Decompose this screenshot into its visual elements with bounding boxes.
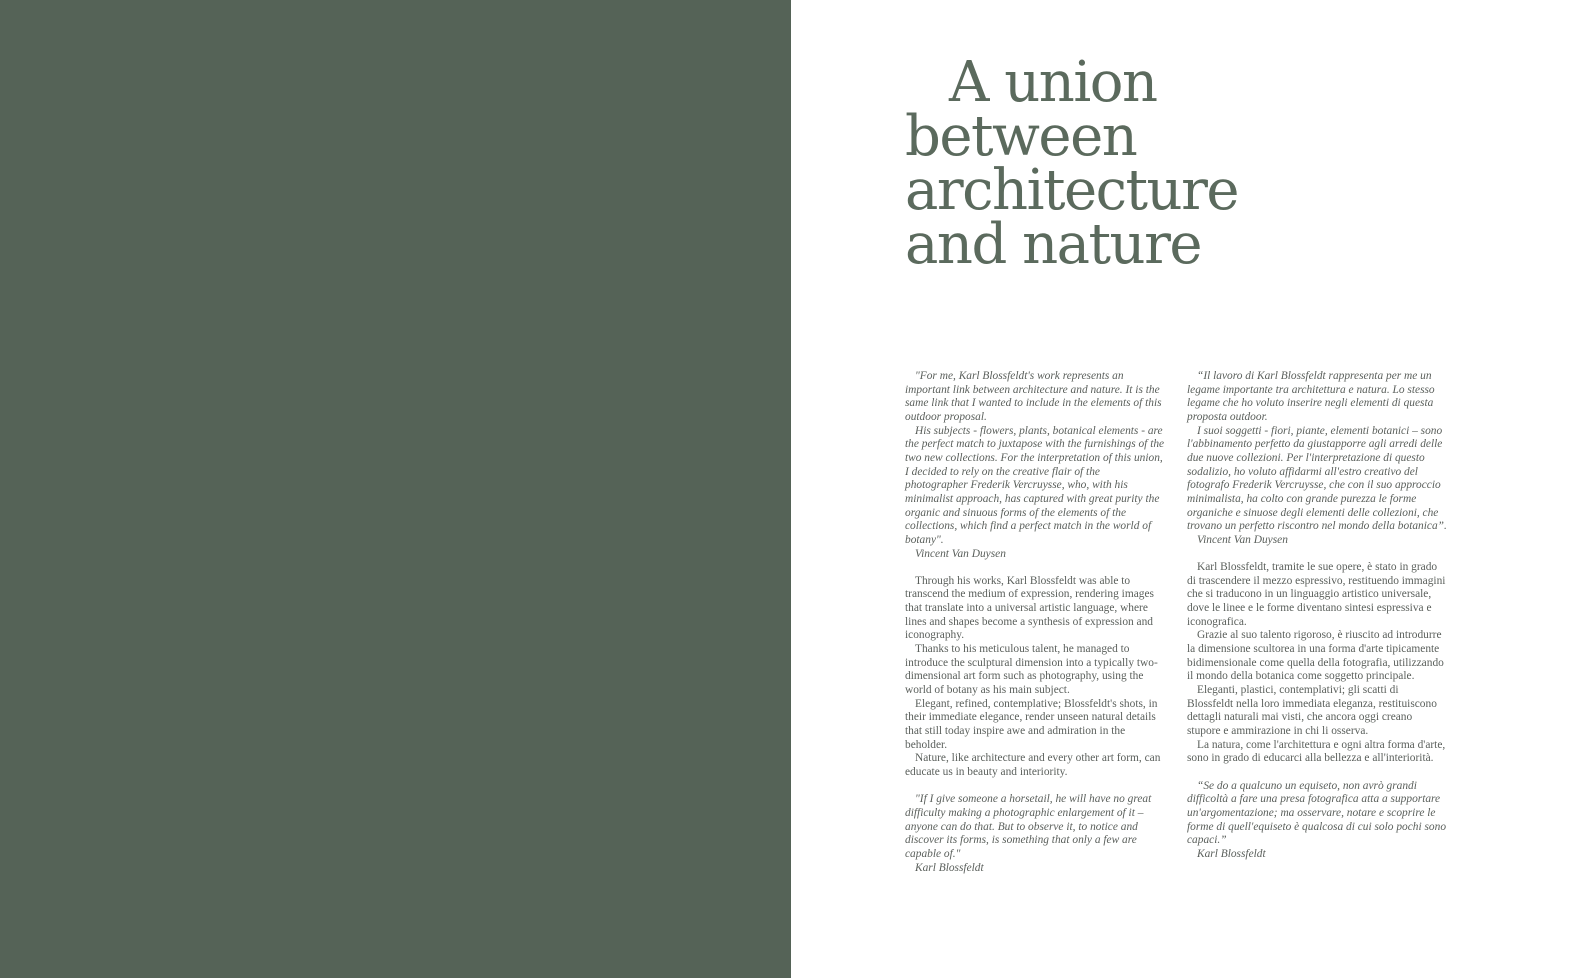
headline-line: architecture — [905, 158, 1238, 223]
paragraph-gap — [905, 561, 1165, 575]
headline-line: and nature — [905, 212, 1202, 277]
designer-quote-paragraph: I suoi soggetti - fiori, piante, elementi botanici – sono l'abbinamento perfetto da giustapporre agli arredi delle due nuove collezioni. Per l'interpretazione di questo sodalizio, ho voluto affidarmi all'estro creativo del fotografo Frederik Vercruysse, che con il suo approccio minimalista, ha colto con grande purezza le forme organiche e sinuose degli elementi delle collezioni, che trovano un perfetto riscontro nel mondo della botanica”. — [1187, 424, 1447, 533]
headline-line: between — [905, 104, 1137, 169]
blossfeldt-quote: “Se do a qualcuno un equiseto, non avrò grandi difficoltà a fare una presa fotografica atta a supportare un'argomentazione; ma osservare, notare e scoprire le forme di quell'equiseto è qualcosa di cui solo pochi sono capaci.” — [1187, 779, 1447, 847]
body-paragraph: Thanks to his meticulous talent, he managed to introduce the sculptural dimension into a typically two-dimensional art form such as photography, using the world of botany as his main subject. — [905, 643, 1158, 697]
body-paragraph: Nature, like architecture and every other art form, can educate us in beauty and interiority. — [905, 752, 1161, 779]
body-paragraph: Eleganti, plastici, contemplativi; gli scatti di Blossfeldt nella loro immediata eleganza, restituiscono dettagli naturali mai visti, che ancora oggi creano stupore e ammirazione in chi li osserva. — [1187, 684, 1437, 738]
headline — [905, 50, 1238, 277]
italian-column — [1187, 370, 1447, 862]
quote-attribution: Vincent Van Duysen — [1197, 533, 1288, 546]
quote-attribution: Karl Blossfeldt — [1197, 847, 1266, 860]
quote-attribution: Vincent Van Duysen — [915, 547, 1006, 560]
quote-attribution: Karl Blossfeldt — [915, 861, 984, 874]
designer-quote-paragraph: "For me, Karl Blossfeldt's work represents an important link between architecture and nature. It is the same link that I wanted to include in the elements of this outdoor proposal. — [905, 370, 1162, 423]
designer-quote-paragraph: His subjects - flowers, plants, botanical elements - are the perfect match to juxtapose with the furnishings of the two new collections. For the interpretation of this union, I decided to rely on the creative flair of the photographer Frederik Vercruysse, who, with his minimalist approach, has captured with great purity the organic and sinuous forms of the elements of the collections, which find a perfect match in the world of botany". — [905, 424, 1165, 546]
body-paragraph: Karl Blossfeldt, tramite le sue opere, è stato in grado di trascendere il mezzo espressivo, restituendo immagini che si traducono in un linguaggio artistico universale, dove le linee e le forme diventano sintesi espressiva e iconografica. — [1187, 561, 1446, 628]
paragraph-gap — [1187, 548, 1447, 562]
body-paragraph: La natura, come l'architettura e ogni altra forma d'arte, sono in grado di educarci alla bellezza e all'interiorità. — [1187, 738, 1446, 765]
english-column — [905, 370, 1165, 875]
paragraph-gap — [1187, 766, 1447, 780]
body-paragraph: Through his works, Karl Blossfeldt was able to transcend the medium of expression, rendering images that translate into a universal artistic language, where lines and shapes become a synthesis of expression and iconography. — [905, 574, 1154, 642]
text-page — [791, 0, 1582, 978]
headline-line: A union — [949, 50, 1157, 115]
designer-quote-paragraph: “Il lavoro di Karl Blossfeldt rappresenta per me un legame importante tra architettura e natura. Lo stesso legame che ho voluto inserire negli elementi di questa proposta outdoor. — [1187, 370, 1435, 423]
body-paragraph: Grazie al suo talento rigoroso, è riuscito ad introdurre la dimensione scultorea in una forma d'arte tipicamente bidimensionale come quella della fotografia, utilizzando il mondo della botanica come soggetto principale. — [1187, 629, 1444, 683]
body-paragraph: Elegant, refined, contemplative; Blossfeldt's shots, in their immediate elegance, render unseen natural details that still today inspire awe and admiration in the beholder. — [905, 697, 1158, 751]
blossfeldt-quote: "If I give someone a horsetail, he will have no great difficulty making a photographic enlargement of it – anyone can do that. But to observe it, to notice and discover its forms, is something that only a few are capable of." — [905, 793, 1152, 860]
paragraph-gap — [905, 780, 1165, 794]
